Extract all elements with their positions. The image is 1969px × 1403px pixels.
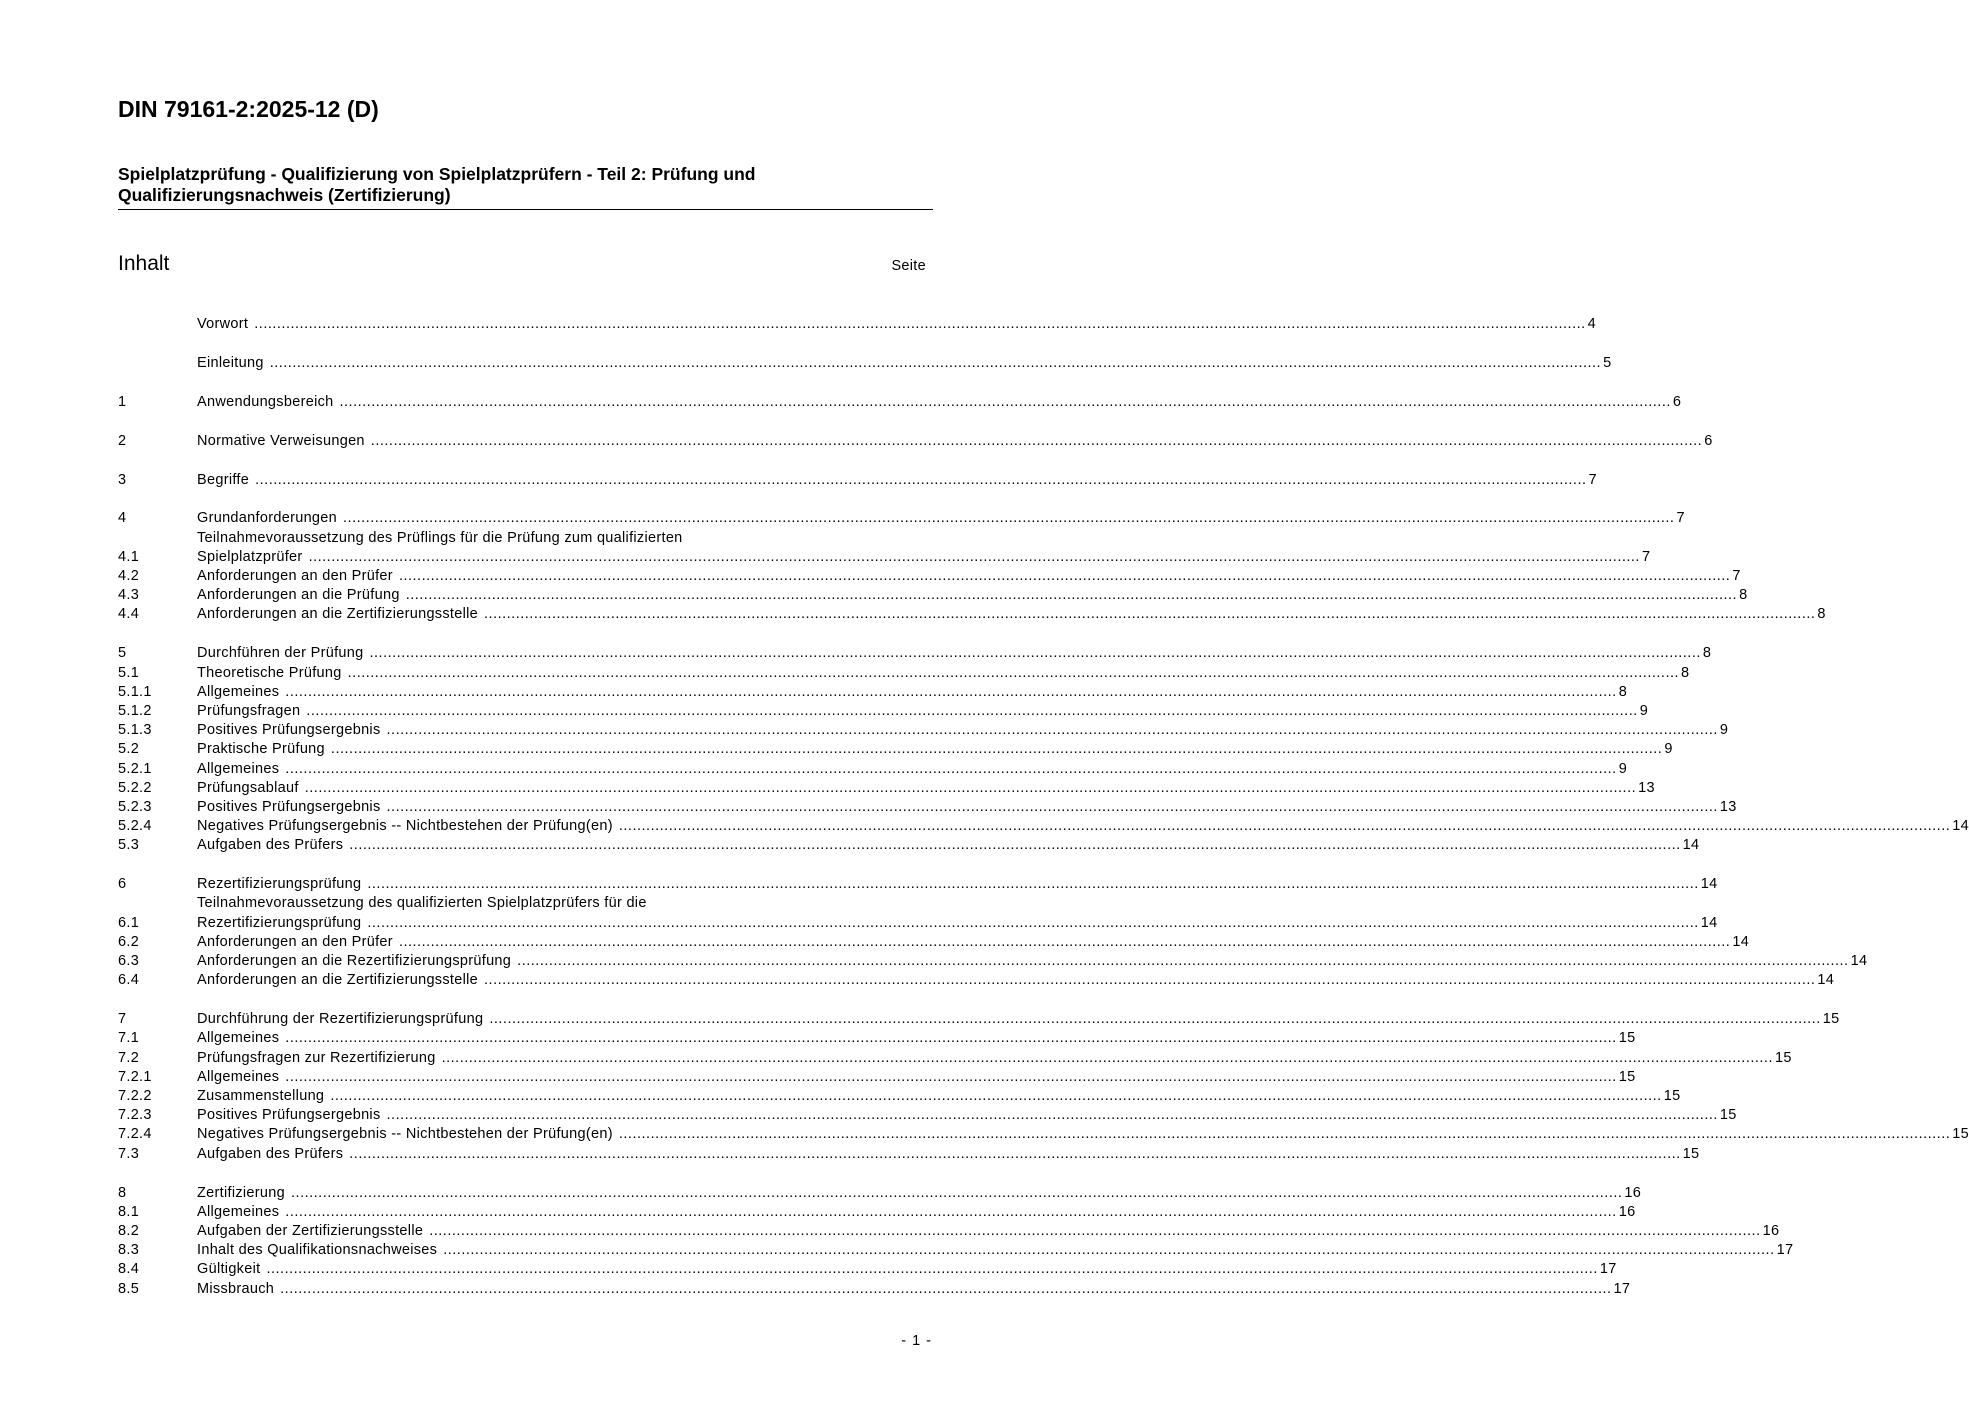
toc-group <box>118 509 1826 624</box>
toc-group <box>118 471 1597 490</box>
toc-entry-page: 17 <box>1776 1242 1794 1259</box>
toc-entry[interactable] <box>118 817 1969 836</box>
toc-entry-page: 15 <box>1682 1145 1700 1162</box>
toc-leader-dots <box>429 1222 1760 1241</box>
toc-entry-page: 15 <box>1618 1030 1636 1047</box>
toc-entry-number: 5.1.1 <box>118 683 152 700</box>
toc-page-column-label: Seite <box>891 258 926 274</box>
toc-entry-label: Vorwort <box>197 316 249 332</box>
toc-entry[interactable] <box>118 1010 1840 1029</box>
toc-entry-label: Aufgaben der Zertifizierungsstelle <box>197 1222 424 1239</box>
toc-entry-label: Einleitung <box>197 354 264 371</box>
toc-entry-number: 7 <box>118 1011 127 1028</box>
toc-leader-dots <box>371 432 1702 451</box>
toc-entry-number: 5.2.2 <box>118 779 152 796</box>
toc-entry-page: 13 <box>1719 798 1737 815</box>
toc-leader-dots <box>340 393 1671 412</box>
toc-entry-label: Durchführung der Rezertifizierungsprüfung <box>197 1011 484 1028</box>
toc-entry[interactable] <box>118 432 1713 451</box>
toc-entry-number: 5.1.2 <box>118 702 152 719</box>
toc-entry-label: Theoretische Prüfung <box>197 664 342 681</box>
toc-entry[interactable] <box>118 798 1737 817</box>
toc-entry-page: 9 <box>1664 741 1673 758</box>
toc-entry-page: 15 <box>1775 1049 1792 1066</box>
toc-entry-label: Prüfungsablauf <box>197 779 299 796</box>
toc-entry-number: 8 <box>118 1184 127 1201</box>
toc-entry-page: 16 <box>1762 1222 1780 1239</box>
toc-entry-page: 16 <box>1618 1203 1636 1220</box>
toc-leader-dots <box>254 315 1585 334</box>
toc-entry-number: 5 <box>118 645 127 662</box>
toc-entry[interactable] <box>118 1125 1969 1144</box>
toc-leader-dots <box>484 971 1815 990</box>
toc-leader-dots <box>489 1010 1820 1029</box>
toc-entry-page: 9 <box>1639 702 1649 719</box>
toc-entry-number: 7.2.1 <box>118 1068 152 1085</box>
toc-entry[interactable] <box>118 760 1628 779</box>
toc-entry-label: Rezertifizierungsprüfung <box>197 876 362 893</box>
toc-entry-label: Positives Prüfungsergebnis <box>197 1107 381 1124</box>
toc-entry-label: Anforderungen an die Zertifizierungsstelle <box>197 972 479 989</box>
toc-entry-number: 7.3 <box>118 1145 140 1162</box>
toc-entry-page: 7 <box>1641 548 1651 565</box>
toc-leader-dots <box>280 1280 1611 1299</box>
toc-entry[interactable] <box>118 1106 1737 1125</box>
toc-entry-label: Anforderungen an den Prüfer <box>197 568 393 585</box>
toc-entry-label: Allgemeines <box>197 760 280 777</box>
toc-entry-label: Aufgaben des Prüfers <box>197 837 344 854</box>
toc-entry-page: 13 <box>1638 779 1655 796</box>
toc-entry-number: 6.4 <box>118 972 140 989</box>
toc-entry-number: 7.2.2 <box>118 1088 152 1104</box>
toc-group <box>118 1010 1969 1164</box>
toc-entry-page: 17 <box>1613 1280 1631 1297</box>
toc-entry-label: Inhalt des Qualifikationsnachweises <box>197 1242 438 1259</box>
toc-leader-dots <box>387 1106 1718 1125</box>
toc-group <box>118 1184 1794 1299</box>
toc-entry[interactable] <box>118 644 1712 663</box>
table-of-contents <box>118 315 1969 1318</box>
toc-leader-dots <box>291 1184 1622 1203</box>
document-id: DIN 79161-2:2025-12 (D) <box>118 96 379 122</box>
toc-entry-page: 14 <box>1732 933 1750 950</box>
toc-entry-label: Normative Verweisungen <box>197 432 365 449</box>
toc-entry-page: 8 <box>1618 683 1628 700</box>
toc-entry[interactable] <box>118 354 1612 373</box>
toc-entry-page: 17 <box>1599 1261 1617 1278</box>
toc-entry-label: Begriffe <box>197 471 250 488</box>
toc-entry[interactable] <box>118 1068 1636 1087</box>
toc-entry-page: 7 <box>1588 471 1597 488</box>
toc-entry-number: 4.3 <box>118 587 140 604</box>
toc-leader-dots <box>343 509 1674 528</box>
toc-entry-number: 4 <box>118 510 127 527</box>
toc-entry-number: 7.2.4 <box>118 1126 152 1143</box>
document-title: Spielplatzprüfung - Qualifizierung von Spielplatzprüfern - Teil 2: Prüfung und Qualifizierungsnachweis (Zertifizierung) <box>118 164 933 210</box>
toc-entry-page: 8 <box>1702 645 1712 662</box>
toc-leader-dots <box>285 1029 1616 1048</box>
toc-entry-number: 8.1 <box>118 1203 140 1220</box>
toc-leader-dots <box>306 702 1637 721</box>
toc-leader-dots <box>285 683 1616 702</box>
toc-entry[interactable] <box>118 971 1835 990</box>
toc-entry-number: 8.2 <box>118 1222 140 1239</box>
toc-entry-number: 6.1 <box>118 914 140 931</box>
toc-entry[interactable] <box>118 1184 1642 1203</box>
toc-leader-dots <box>285 1203 1616 1222</box>
toc-group <box>118 354 1612 373</box>
toc-entry-label: Anforderungen an die Rezertifizierungsprüfung <box>197 953 512 970</box>
toc-entry-label: Allgemeines <box>197 683 280 700</box>
toc-entry-label: Rezertifizierungsprüfung <box>197 914 362 931</box>
toc-entry-page: 14 <box>1952 818 1969 835</box>
toc-entry-label-line1: Teilnahmevoraussetzung des qualifizierten Spielplatzprüfers für die <box>197 895 647 912</box>
toc-entry-label: Negatives Prüfungsergebnis -- Nichtbestehen der Prüfung(en) <box>197 818 613 835</box>
toc-entry-number: 3 <box>118 471 127 488</box>
toc-entry-page: 6 <box>1704 432 1713 449</box>
toc-entry[interactable] <box>118 779 1655 798</box>
toc-entry[interactable] <box>118 393 1682 412</box>
toc-entry[interactable] <box>118 836 1700 855</box>
toc-entry-label-line1: Teilnahmevoraussetzung des Prüflings für die Prüfung zum qualifizierten <box>197 529 683 546</box>
toc-entry[interactable] <box>118 1280 1631 1299</box>
toc-entry-label: Durchführen der Prüfung <box>197 645 364 662</box>
toc-entry-page: 8 <box>1817 606 1826 623</box>
toc-entry-page: 15 <box>1618 1068 1636 1085</box>
toc-leader-dots <box>349 1145 1680 1164</box>
toc-entry-label: Grundanforderungen <box>197 510 338 527</box>
toc-entry-page: 6 <box>1672 393 1682 410</box>
toc-entry-label: Anwendungsbereich <box>197 393 334 410</box>
toc-entry[interactable] <box>118 1087 1681 1106</box>
toc-entry-page: 9 <box>1719 722 1729 739</box>
toc-entry-number: 7.2 <box>118 1049 140 1066</box>
toc-entry-label: Gültigkeit <box>197 1261 261 1278</box>
toc-entry[interactable] <box>118 1260 1617 1279</box>
toc-entry-number: 7.1 <box>118 1030 140 1047</box>
toc-entry[interactable] <box>118 894 1718 932</box>
toc-group <box>118 875 1868 990</box>
toc-leader-dots <box>255 471 1586 490</box>
toc-entry[interactable] <box>118 1203 1636 1222</box>
toc-entry[interactable] <box>118 567 1741 586</box>
toc-entry-number: 6.2 <box>118 933 140 950</box>
toc-entry-number: 5.2.4 <box>118 818 152 835</box>
toc-entry-number: 4.1 <box>118 548 140 565</box>
toc-entry[interactable] <box>118 471 1597 490</box>
toc-entry[interactable] <box>118 1049 1792 1068</box>
toc-group <box>118 315 1597 334</box>
toc-entry-number: 7.2.3 <box>118 1107 152 1124</box>
toc-leader-dots <box>442 1049 1773 1068</box>
toc-entry[interactable] <box>118 605 1826 624</box>
toc-entry[interactable] <box>118 683 1628 702</box>
toc-leader-dots <box>270 354 1601 373</box>
toc-entry[interactable] <box>118 1241 1794 1260</box>
toc-entry[interactable] <box>118 1029 1636 1048</box>
toc-leader-dots <box>619 1125 1950 1144</box>
toc-leader-dots <box>399 567 1730 586</box>
toc-leader-dots <box>370 644 1701 663</box>
toc-entry-page: 15 <box>1822 1011 1840 1028</box>
toc-entry-page: 5 <box>1603 354 1612 371</box>
toc-entry[interactable] <box>118 740 1673 759</box>
toc-entry-label: Positives Prüfungsergebnis <box>197 798 381 815</box>
toc-entry-label: Zertifizierung <box>197 1184 286 1201</box>
toc-entry[interactable] <box>118 529 1651 567</box>
toc-heading: Inhalt <box>118 252 170 275</box>
toc-entry-page: 14 <box>1850 953 1868 970</box>
toc-entry[interactable] <box>118 952 1868 971</box>
toc-entry-number: 4.2 <box>118 568 140 585</box>
toc-group <box>118 644 1969 855</box>
toc-leader-dots <box>285 760 1616 779</box>
toc-leader-dots <box>367 875 1698 894</box>
toc-entry-label: Praktische Prüfung <box>197 741 325 758</box>
toc-leader-dots <box>367 914 1698 933</box>
toc-entry-page: 14 <box>1817 972 1835 989</box>
toc-entry-label: Allgemeines <box>197 1203 280 1220</box>
toc-leader-dots <box>517 952 1848 971</box>
toc-entry-number: 5.2.1 <box>118 760 152 777</box>
toc-entry[interactable] <box>118 1145 1700 1164</box>
toc-entry-number: 5.1.3 <box>118 722 152 739</box>
toc-entry-label: Anforderungen an den Prüfer <box>197 933 393 950</box>
toc-leader-dots <box>349 836 1680 855</box>
toc-entry-label: Anforderungen an die Zertifizierungsstelle <box>197 606 479 623</box>
toc-entry-number: 6 <box>118 876 127 893</box>
toc-entry-page: 8 <box>1681 664 1690 681</box>
toc-entry[interactable] <box>118 586 1748 605</box>
toc-entry-page: 15 <box>1952 1126 1969 1143</box>
toc-entry-number: 5.1 <box>118 664 140 681</box>
toc-entry-number: 5.2.3 <box>118 798 152 815</box>
toc-entry-page: 8 <box>1739 587 1748 604</box>
toc-leader-dots <box>387 798 1718 817</box>
toc-entry-number: 6.3 <box>118 953 140 970</box>
toc-entry-page: 14 <box>1682 837 1700 854</box>
toc-entry-label: Anforderungen an die Prüfung <box>197 587 400 604</box>
toc-entry-label: Aufgaben des Prüfers <box>197 1145 344 1162</box>
toc-entry-page: 15 <box>1719 1107 1737 1124</box>
toc-entry-label: Allgemeines <box>197 1068 280 1085</box>
page-number: - 1 - <box>901 1333 932 1349</box>
toc-entry[interactable] <box>118 721 1729 740</box>
toc-entry[interactable] <box>118 875 1718 894</box>
toc-entry[interactable] <box>118 933 1750 952</box>
toc-leader-dots <box>619 817 1950 836</box>
toc-entry[interactable] <box>118 315 1597 334</box>
toc-leader-dots <box>399 933 1730 952</box>
toc-leader-dots <box>285 1068 1616 1087</box>
toc-leader-dots <box>443 1241 1774 1260</box>
toc-entry[interactable] <box>118 509 1685 528</box>
toc-entry-label: Missbrauch <box>197 1280 275 1297</box>
toc-leader-dots <box>348 664 1679 683</box>
toc-entry-page: 14 <box>1700 876 1718 893</box>
toc-group <box>118 432 1713 451</box>
toc-entry-label: Spielplatzprüfer <box>197 548 303 565</box>
toc-leader-dots <box>406 586 1737 605</box>
toc-leader-dots <box>266 1260 1597 1279</box>
toc-entry-page: 9 <box>1618 760 1628 777</box>
toc-entry-number: 2 <box>118 432 127 449</box>
toc-entry[interactable] <box>118 1222 1780 1241</box>
toc-leader-dots <box>387 721 1718 740</box>
toc-leader-dots <box>309 548 1640 567</box>
toc-leader-dots <box>484 605 1815 624</box>
toc-entry-label: Zusammenstellung <box>197 1088 325 1104</box>
toc-leader-dots <box>331 740 1662 759</box>
toc-entry-page: 7 <box>1732 568 1741 585</box>
toc-entry-number: 5.2 <box>118 741 140 758</box>
toc-entry-page: 7 <box>1676 510 1685 527</box>
toc-entry-label: Negatives Prüfungsergebnis -- Nichtbestehen der Prüfung(en) <box>197 1126 613 1143</box>
toc-group <box>118 393 1682 412</box>
toc-leader-dots <box>330 1087 1661 1106</box>
toc-entry-page: 16 <box>1624 1184 1642 1201</box>
toc-entry-number: 8.4 <box>118 1261 140 1278</box>
toc-entry-label: Prüfungsfragen <box>197 702 301 719</box>
toc-leader-dots <box>305 779 1636 798</box>
toc-entry-page: 15 <box>1663 1088 1681 1104</box>
toc-entry-number: 8.3 <box>118 1242 140 1259</box>
toc-entry-number: 5.3 <box>118 837 140 854</box>
toc-entry[interactable] <box>118 664 1690 683</box>
toc-entry-page: 4 <box>1587 316 1597 332</box>
toc-entry-label: Allgemeines <box>197 1030 280 1047</box>
toc-entry-label: Prüfungsfragen zur Rezertifizierung <box>197 1049 436 1066</box>
toc-entry-number: 4.4 <box>118 606 140 623</box>
toc-entry-label: Positives Prüfungsergebnis <box>197 722 381 739</box>
toc-entry-number: 8.5 <box>118 1280 140 1297</box>
toc-entry-number: 1 <box>118 393 127 410</box>
toc-entry-page: 14 <box>1700 914 1718 931</box>
toc-entry[interactable] <box>118 702 1649 721</box>
